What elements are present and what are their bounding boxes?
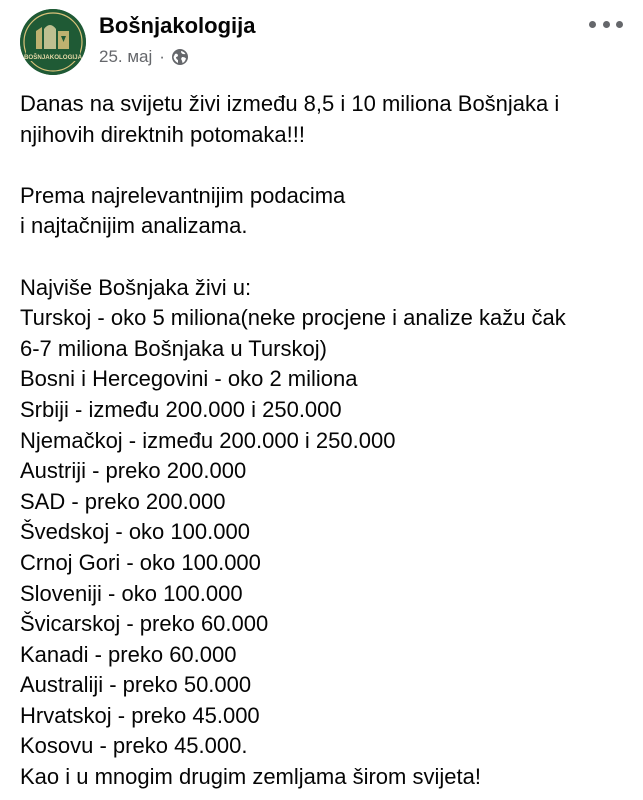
logo-icon (20, 9, 86, 75)
post-line: i najtačnijim analizama. (20, 213, 248, 239)
more-options-icon[interactable] (589, 13, 623, 35)
list-item: Sloveniji - oko 100.000 (20, 580, 243, 606)
closing-line: Kao i u mnogim drugim zemljama širom svijeta! (20, 764, 481, 790)
list-item: Švedskoj - oko 100.000 (20, 519, 250, 545)
list-item: Kosovu - preko 45.000. (20, 733, 248, 759)
list-item: Njemačkoj - između 200.000 i 250.000 (20, 427, 396, 453)
list-item: 6-7 miliona Bošnjaka u Turskoj) (20, 335, 327, 361)
post-meta (99, 47, 189, 67)
globe-icon[interactable] (171, 48, 189, 66)
list-item: Crnoj Gori - oko 100.000 (20, 549, 261, 575)
list-item: Kanadi - preko 60.000 (20, 641, 237, 667)
post-line: Prema najrelevantnijim podacima (20, 182, 346, 208)
list-item: SAD - preko 200.000 (20, 488, 226, 514)
list-heading: Najviše Bošnjaka živi u: (20, 274, 252, 300)
post-line: Danas na svijetu živi između 8,5 i 10 miliona Bošnjaka i (20, 91, 560, 116)
list-item: Austriji - preko 200.000 (20, 458, 247, 484)
list-item: Srbiji - između 200.000 i 250.000 (20, 396, 342, 422)
post-text (20, 89, 630, 793)
page-avatar[interactable] (20, 9, 86, 75)
list-item: Turskoj - oko 5 miliona(neke procjene i analize kažu čak (20, 305, 566, 331)
post-line: njihovih direktnih potomaka!!! (20, 121, 305, 147)
logo-text: BOŠNJAKOLOGIJA (23, 54, 83, 61)
meta-separator: · (159, 47, 165, 66)
list-item: Švicarskoj - preko 60.000 (20, 611, 269, 637)
post-date[interactable]: 25. мај (99, 47, 153, 66)
post-header (20, 9, 623, 75)
list-item: Hrvatskoj - preko 45.000 (20, 702, 260, 728)
page-name-link[interactable]: Bošnjakologija (99, 13, 256, 38)
list-item: Bosni i Hercegovini - oko 2 miliona (20, 366, 358, 392)
list-item: Australiji - preko 50.000 (20, 672, 252, 698)
